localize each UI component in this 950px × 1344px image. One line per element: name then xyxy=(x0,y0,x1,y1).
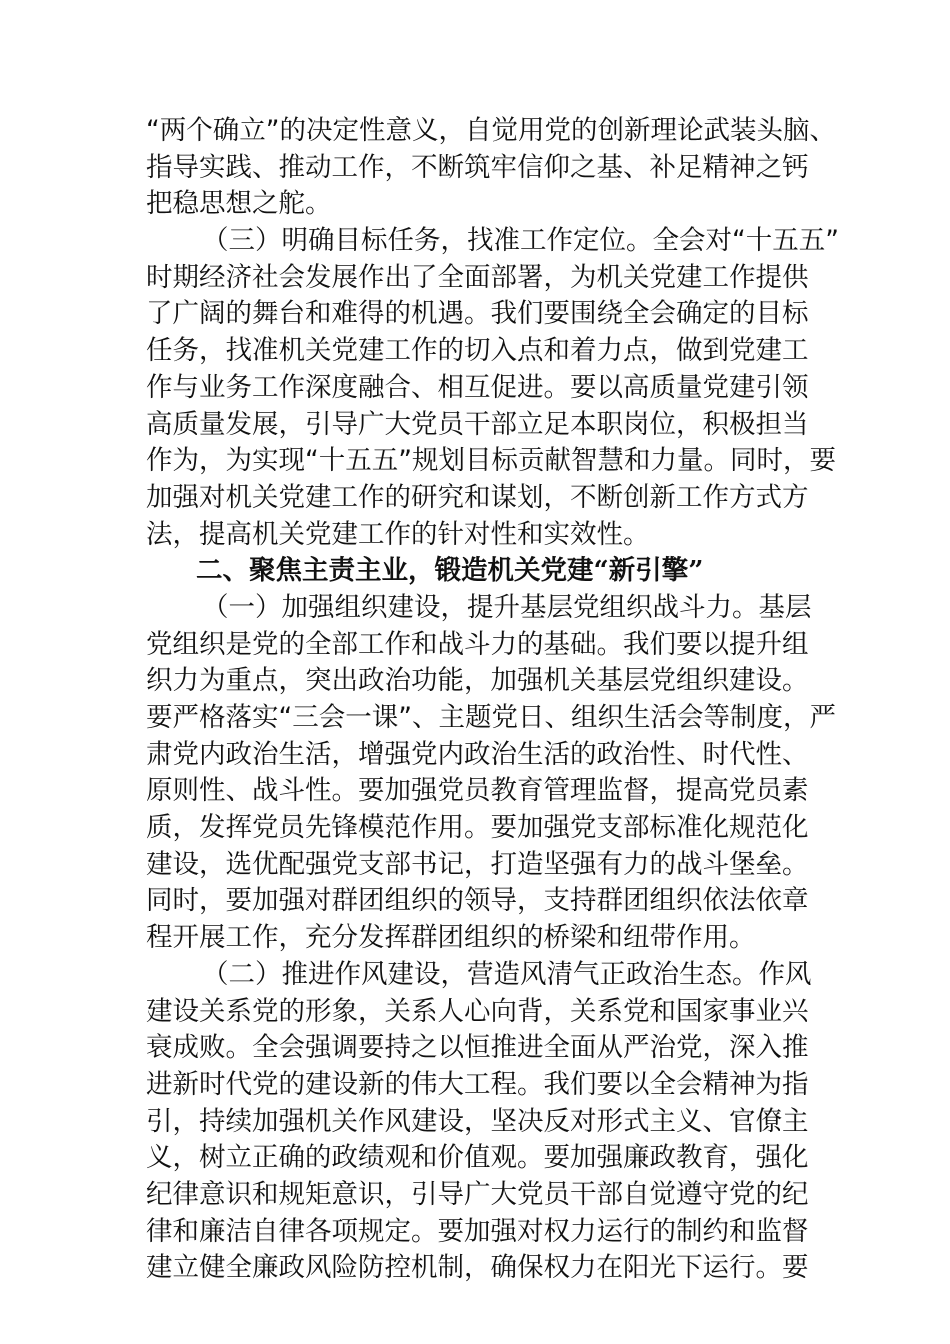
text-line: 作与业务工作深度融合、相互促进。要以高质量党建引领 xyxy=(146,371,809,403)
text-line: 义，树立正确的政绩观和价值观。要加强廉政教育，强化 xyxy=(146,1142,809,1174)
text-line: 了广阔的舞台和难得的机遇。我们要围绕全会确定的目标 xyxy=(146,298,809,330)
paragraph-start-line: （二）推进作风建设，营造风清气正政治生态。作风 xyxy=(202,958,812,990)
text-line: 同时，要加强对群团组织的领导，支持群团组织依法依章 xyxy=(146,885,809,917)
text-line: 把稳思想之舵。 xyxy=(146,188,332,220)
text-line: 质，发挥党员先锋模范作用。要加强党支部标准化规范化 xyxy=(146,812,809,844)
text-line: 党组织是党的全部工作和战斗力的基础。我们要以提升组 xyxy=(146,628,809,660)
text-line: 高质量发展，引导广大党员干部立足本职岗位，积极担当 xyxy=(146,408,809,440)
text-line: 要严格落实“三会一课”、主题党日、组织生活会等制度，严 xyxy=(146,702,836,733)
paragraph-start-line: （三）明确目标任务，找准工作定位。全会对“十五五” xyxy=(202,225,839,257)
text-line: 时期经济社会发展作出了全面部署，为机关党建工作提供 xyxy=(146,261,809,293)
paragraph-start-line: （一）加强组织建设，提升基层党组织战斗力。基层 xyxy=(202,591,812,623)
text-line: 指导实践、推动工作，不断筑牢信仰之基、补足精神之钙 xyxy=(146,151,809,183)
text-line: 律和廉洁自律各项规定。要加强对权力运行的制约和监督 xyxy=(146,1215,809,1247)
text-line: 建设，选优配强党支部书记，打造坚强有力的战斗堡垒。 xyxy=(146,848,809,880)
text-line: 衰成败。全会强调要持之以恒推进全面从严治党，深入推 xyxy=(146,1032,809,1064)
text-line: 引，持续加强机关作风建设，坚决反对形式主义、官僚主 xyxy=(146,1105,809,1137)
text-line: 作为，为实现“十五五”规划目标贡献智慧和力量。同时，要 xyxy=(146,445,836,477)
section-heading: 二、聚焦主责主业，锻造机关党建“新引擎” xyxy=(196,555,704,587)
text-line: 织力为重点，突出政治功能，加强机关基层党组织建设。 xyxy=(146,665,809,697)
body-text xyxy=(146,113,839,1287)
text-line: “两个确立”的决定性意义，自觉用党的创新理论武装头脑、 xyxy=(146,115,836,146)
text-line: 程开展工作，充分发挥群团组织的桥梁和纽带作用。 xyxy=(146,922,756,954)
text-line: 法，提高机关党建工作的针对性和实效性。 xyxy=(146,518,650,550)
text-line: 建立健全廉政风险防控机制，确保权力在阳光下运行。要 xyxy=(146,1252,809,1284)
text-line: 原则性、战斗性。要加强党员教育管理监督，提高党员素 xyxy=(146,775,809,807)
text-line: 进新时代党的建设新的伟大工程。我们要以全会精神为指 xyxy=(146,1068,809,1100)
text-line: 纪律意识和规矩意识，引导广大党员干部自觉遵守党的纪 xyxy=(146,1178,809,1210)
text-line: 任务，找准机关党建工作的切入点和着力点，做到党建工 xyxy=(146,335,809,367)
text-line: 建设关系党的形象，关系人心向背，关系党和国家事业兴 xyxy=(146,995,809,1027)
text-line: 肃党内政治生活，增强党内政治生活的政治性、时代性、 xyxy=(146,738,809,770)
text-line: 加强对机关党建工作的研究和谋划，不断创新工作方式方 xyxy=(146,481,809,513)
